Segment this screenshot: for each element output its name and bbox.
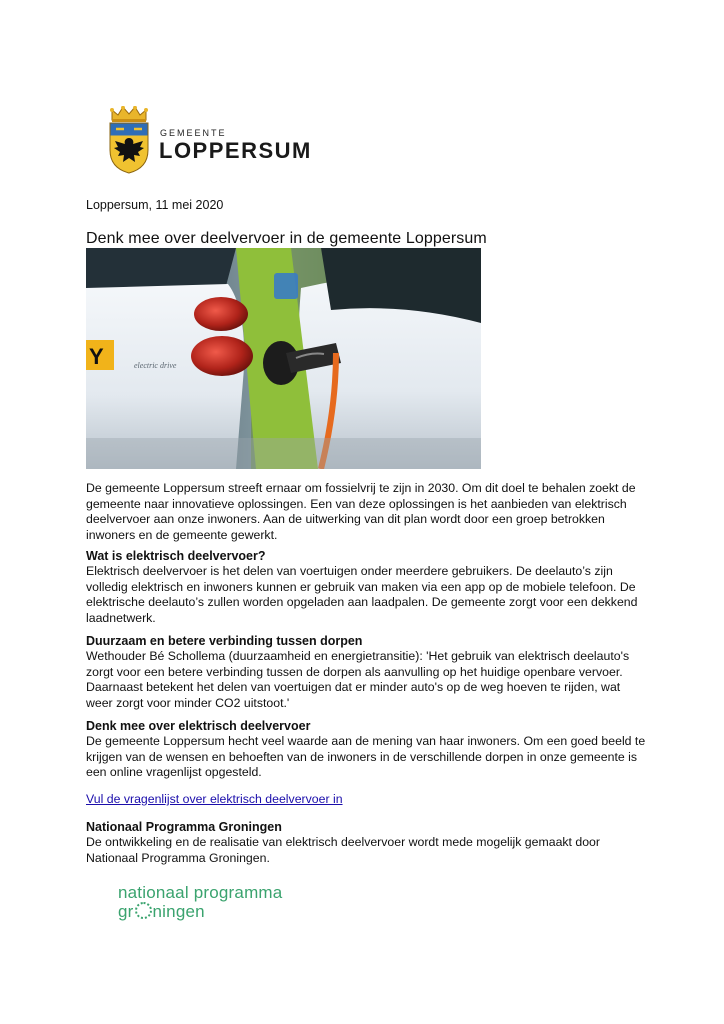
electric-car-charging-photo	[86, 248, 481, 469]
logo-line-gemeente: GEMEENTE	[160, 128, 227, 138]
npg-logo-line1: nationaal programma	[118, 883, 283, 902]
gemeente-loppersum-logo	[106, 106, 312, 178]
electric-drive-badge: electric drive	[134, 361, 177, 370]
publication-date: Loppersum, 11 mei 2020	[86, 198, 224, 212]
npg-heading: Nationaal Programma Groningen	[86, 820, 282, 834]
section-body-denk-mee: De gemeente Loppersum hecht veel waarde aan de mening van haar inwoners. Om een goed beeld te krijgen van de wensen en behoeften van de inwoners in de verschillende dorpen in onze gemeente is een online vragenlijst opgesteld.	[86, 734, 646, 780]
page-title: Denk mee over deelvervoer in de gemeente Loppersum	[86, 230, 487, 247]
section-body-wat-is: Elektrisch deelvervoer is het delen van voertuigen onder meerdere gebruikers. De deelauto’s zijn volledig elektrisch en inwoners kunnen er gebruik van maken via een app op de mobiele telefoon. De elektrische deelauto’s zullen worden opgeladen aan laadpalen. De gemeente zorgt voor een dekkend laadnetwerk.	[86, 564, 638, 625]
section-body-duurzaam: Wethouder Bé Schollema (duurzaamheid en energietransitie): 'Het gebruik van elektrisch deelauto's zorgt voor een betere verbinding tussen de dorpen als aanvulling op het huidige openbare vervoer. Daarnaast betekent het delen van voertuigen dat er minder auto's op de weg hoeven te rijden, wat weer zorgt voor minder CO2 uitstoot.'	[86, 649, 630, 710]
section-heading-wat-is: Wat is elektrisch deelvervoer?	[86, 549, 266, 563]
intro-paragraph: De gemeente Loppersum streeft ernaar om fossielvrij te zijn in 2030. Om dit doel te behalen zoekt de gemeente naar innovatieve oplossingen. Een van deze oplossingen is het aanbieden van elektrisch deelvervoer aan onze inwoners. Aan de uitwerking van dit plan wordt door een groep betrokken inwoners en de gemeente gewerkt.	[86, 481, 636, 542]
survey-link[interactable]: Vul de vragenlijst over elektrisch deelvervoer in	[86, 792, 343, 806]
logo-line-loppersum: LOPPERSUM	[159, 138, 312, 163]
npg-ring-icon	[135, 902, 152, 919]
npg-logo-line2: gr ningen	[118, 902, 205, 921]
npg-body: De ontwikkeling en de realisatie van elektrisch deelvervoer wordt mede mogelijk gemaakt door Nationaal Programma Groningen.	[86, 835, 600, 865]
section-heading-duurzaam: Duurzaam en betere verbinding tussen dorpen	[86, 634, 363, 648]
license-plate-text: Y	[89, 344, 104, 369]
nationaal-programma-groningen-logo	[118, 884, 282, 921]
section-heading-denk-mee: Denk mee over elektrisch deelvervoer	[86, 719, 311, 733]
coat-of-arms-icon	[106, 106, 152, 174]
